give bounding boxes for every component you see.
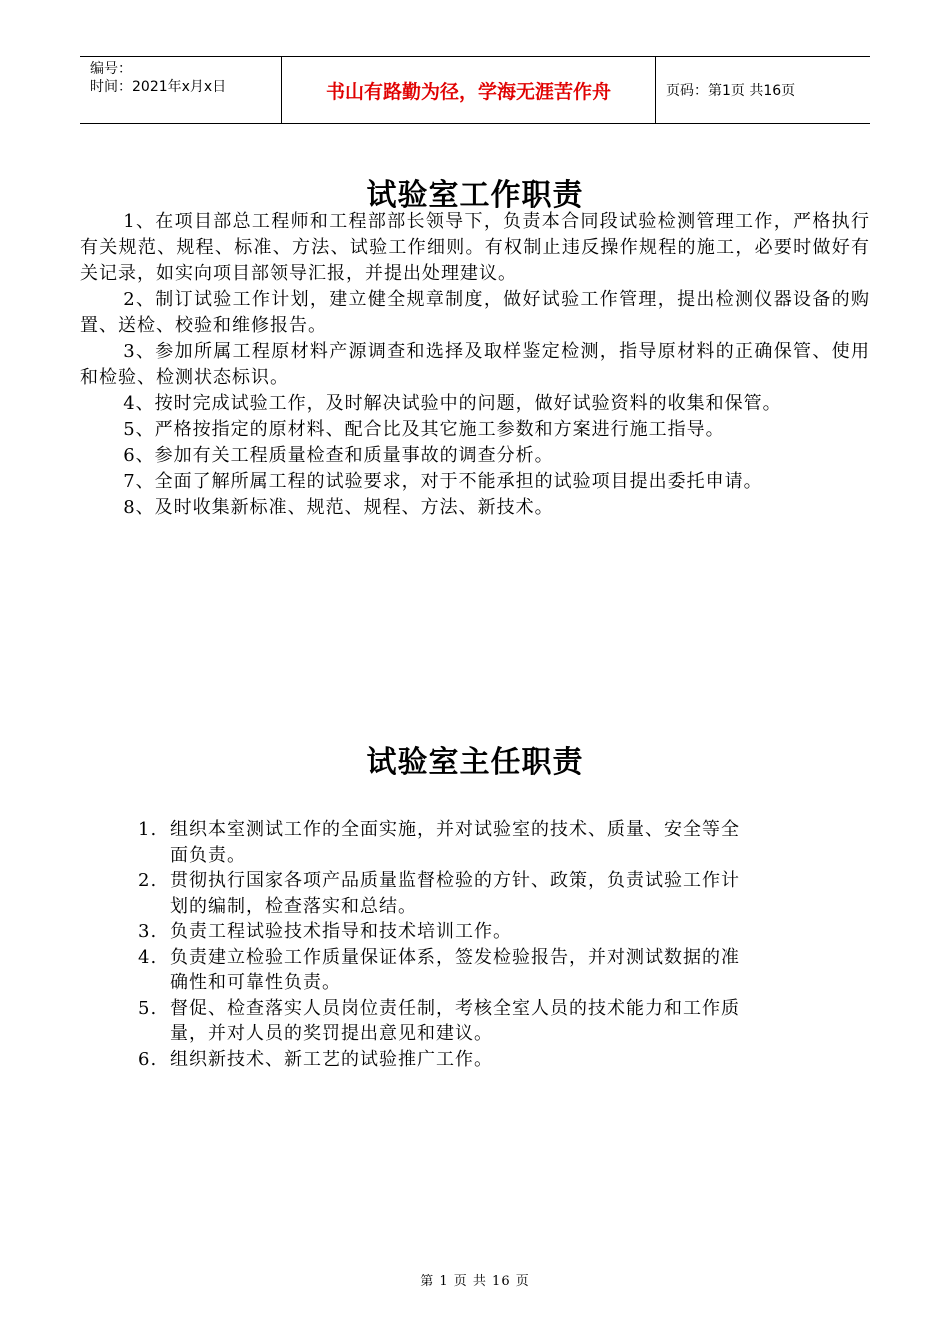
list-item-number: 6. <box>138 1048 158 1070</box>
section1-paragraph: 8、及时收集新标准、规范、规程、方法、新技术。 <box>123 497 554 518</box>
list-item <box>138 817 758 868</box>
header-motto: 书山有路勤为径，学海无涯苦作舟 <box>282 57 656 123</box>
section1-paragraph: 4、按时完成试验工作，及时解决试验中的问题，做好试验资料的收集和保管。 <box>123 393 782 414</box>
header-page-info: 页码：第1页 共16页 <box>666 83 796 99</box>
section2-title: 试验室主任职责 <box>366 745 584 780</box>
list-item-number: 5. <box>138 997 158 1019</box>
list-item <box>138 996 758 1047</box>
section1-title: 试验室工作职责 <box>366 178 584 213</box>
section2-list <box>138 817 758 1072</box>
list-item-text: 督促、检查落实人员岗位责任制，考核全室人员的技术能力和工作质量，并对人员的奖罚提出意见和建议。 <box>170 997 740 1044</box>
list-item <box>138 1047 758 1073</box>
list-item-number: 4. <box>138 946 158 968</box>
list-item <box>138 868 758 919</box>
serial-label: 编号： <box>90 61 132 77</box>
section1-paragraph: 1、在项目部总工程师和工程部部长领导下，负责本合同段试验检测管理工作，严格执行有关规范、规程、标准、方法、试验工作细则。有权制止违反操作规程的施工，必要时做好有关记录，如实向项目部领导汇报，并提出处理建议。 <box>80 211 870 284</box>
list-item-text: 负责工程试验技术指导和技术培训工作。 <box>170 921 512 942</box>
header-table <box>80 56 870 124</box>
header-meta-cell <box>80 57 282 123</box>
section1-paragraph: 5、严格按指定的原材料、配合比及其它施工参数和方案进行施工指导。 <box>123 419 725 440</box>
list-item <box>138 919 758 945</box>
list-item-number: 3. <box>138 921 158 942</box>
section1-paragraph: 2、制订试验工作计划，建立健全规章制度，做好试验工作管理，提出检测仪器设备的购置、送检、校验和维修报告。 <box>80 289 870 336</box>
list-item-text: 负责建立检验工作质量保证体系，签发检验报告，并对测试数据的准确性和可靠性负责。 <box>170 946 740 993</box>
list-item-number: 2. <box>138 870 158 891</box>
page-footer: 第 1 页 共 16 页 <box>420 1274 530 1289</box>
section1-paragraph: 6、参加有关工程质量检查和质量事故的调查分析。 <box>123 445 554 466</box>
date-label: 时间：2021年x月x日 <box>90 79 227 95</box>
list-item-number: 1. <box>138 819 158 840</box>
list-item-text: 组织本室测试工作的全面实施，并对试验室的技术、质量、安全等全面负责。 <box>170 819 740 866</box>
list-item <box>138 945 758 996</box>
list-item-text: 贯彻执行国家各项产品质量监督检验的方针、政策，负责试验工作计划的编制，检查落实和总结。 <box>170 870 740 917</box>
section1-body <box>80 209 870 521</box>
list-item-text: 组织新技术、新工艺的试验推广工作。 <box>170 1048 493 1070</box>
section1-paragraph: 7、全面了解所属工程的试验要求，对于不能承担的试验项目提出委托申请。 <box>123 471 763 492</box>
section1-paragraph: 3、参加所属工程原材料产源调查和选择及取样鉴定检测，指导原材料的正确保管、使用和检验、检测状态标识。 <box>80 341 870 388</box>
